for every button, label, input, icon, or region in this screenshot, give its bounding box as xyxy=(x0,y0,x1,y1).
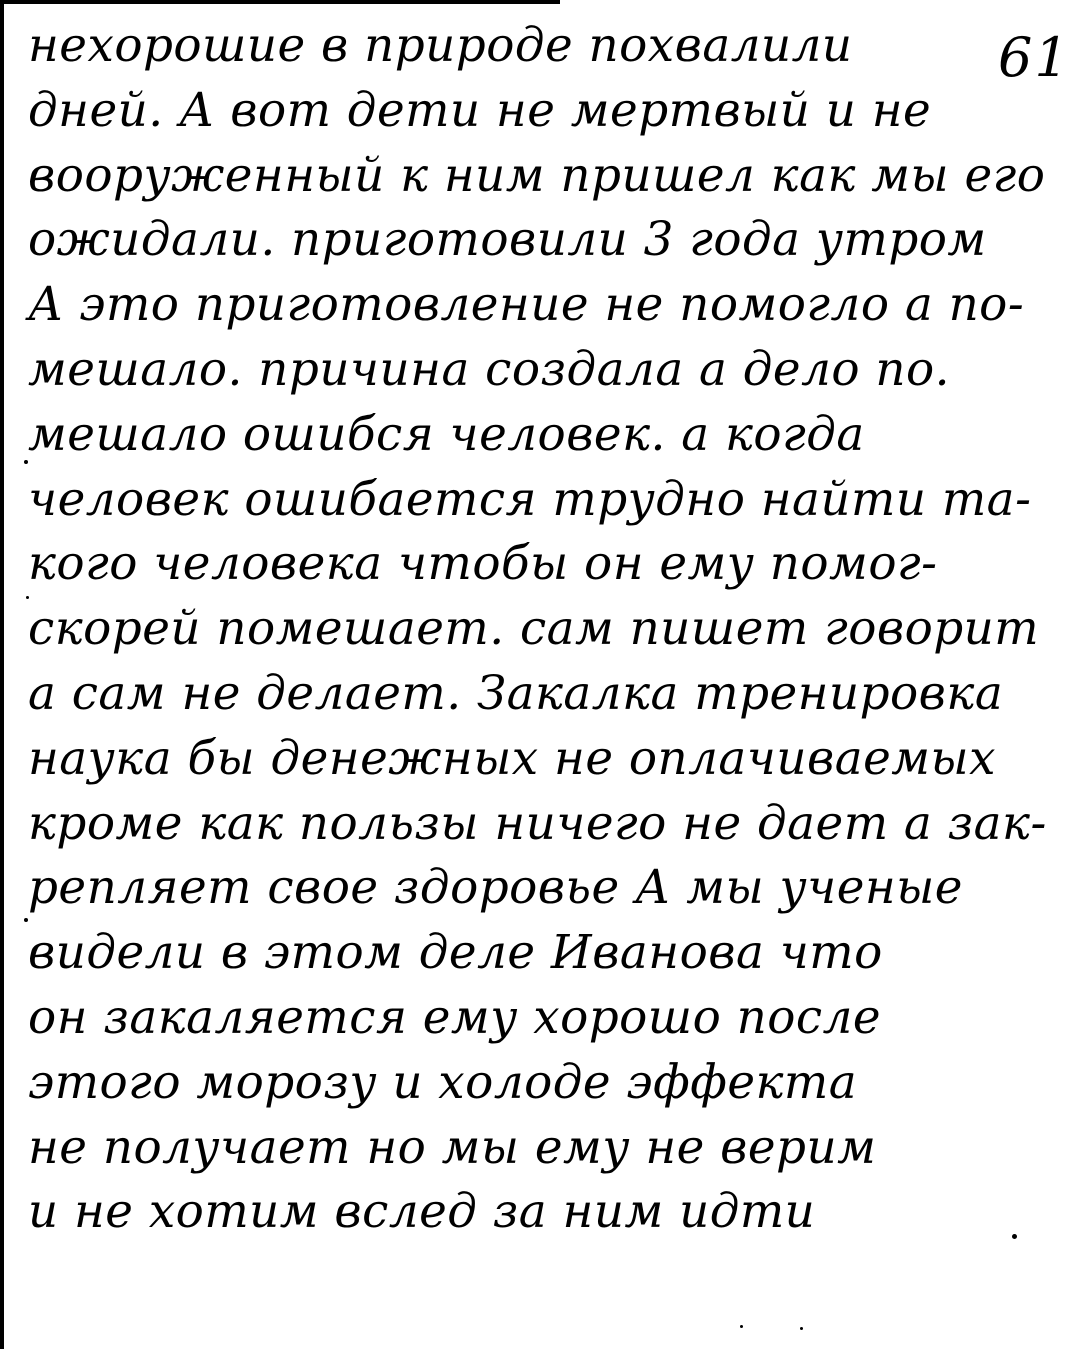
text-line: ожидали. приготовили 3 года утром xyxy=(28,212,987,268)
text-line: человек ошибается трудно найти та- xyxy=(28,471,1032,527)
text-line: нехорошие в природе похвалили xyxy=(28,18,853,73)
text-line: вооруженный к ним пришел как мы его xyxy=(28,147,1046,203)
text-line: дней. А вот дети не мертвый и не xyxy=(28,82,932,138)
text-line: а сам не делает. Закалка тренировка xyxy=(28,665,1004,721)
text-line: репляет свое здоровье А мы ученые xyxy=(28,860,963,916)
text-line: и не хотим вслед за ним идти xyxy=(28,1184,816,1240)
scan-speck xyxy=(1012,1234,1017,1239)
text-line: А это приготовление не помогло а по- xyxy=(28,277,1025,333)
scan-speck xyxy=(24,918,28,922)
page-edge-top xyxy=(0,0,560,4)
text-line: он закаляется ему хорошо после xyxy=(28,989,882,1045)
scan-speck xyxy=(800,1327,803,1330)
page-number: 61 xyxy=(998,26,1071,89)
handwritten-text-block xyxy=(28,14,1068,1245)
scan-speck xyxy=(740,1325,743,1328)
scan-speck xyxy=(24,460,28,464)
text-line: кого человека чтобы он ему помог- xyxy=(28,536,938,592)
text-line: скорей помешает. сам пишет говорит xyxy=(28,601,1040,657)
text-line: мешало. причина создала а дело по. xyxy=(28,341,951,397)
page-edge-left xyxy=(0,0,4,1349)
text-line: наука бы денежных не оплачиваемых xyxy=(28,730,996,786)
scan-speck xyxy=(26,596,29,599)
text-line: видели в этом деле Иванова что xyxy=(28,925,883,981)
text-line: этого морозу и холоде эффекта xyxy=(28,1054,858,1110)
text-line: не получает но мы ему не верим xyxy=(28,1119,877,1175)
text-line: кроме как пользы ничего не дает а зак- xyxy=(28,795,1047,851)
text-line: мешало ошибся человек. а когда xyxy=(28,406,865,462)
